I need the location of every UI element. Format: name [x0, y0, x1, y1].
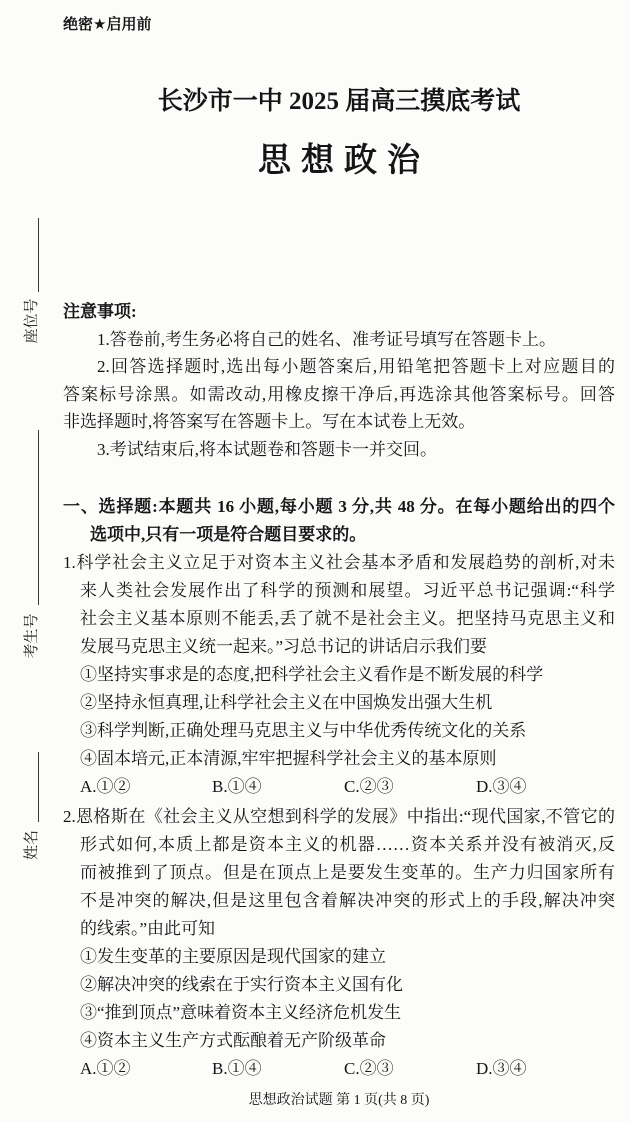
statement: ②坚持永恒真理,让科学社会主义在中国焕发出强大生机 [80, 693, 493, 712]
exam-title: 长沙市一中 2025 届高三摸底考试 [157, 88, 521, 115]
question-2 [63, 803, 615, 1083]
choice-a: A.①② [80, 1059, 131, 1078]
seat-number-blank-line [38, 218, 39, 292]
question-stem-line: 形式如何,本质上都是资本主义的机器……资本关系并没有被消灭,反 [80, 835, 615, 854]
section-heading-line: 选项中,只有一项是符合题目要求的。 [90, 525, 367, 544]
section-heading-line: 一、选择题:本题共 16 小题,每小题 3 分,共 48 分。在每小题给出的四个 [63, 497, 615, 516]
candidate-number-blank-line [38, 430, 39, 605]
statement: ④固本培元,正本清源,牢牢把握科学社会主义的基本原则 [80, 749, 497, 768]
question-stem-line: 的线索。”由此可知 [80, 919, 216, 938]
question-stem-line: 不是冲突的解决,但是这里包含着解决冲突的形式上的手段,解决冲突 [80, 891, 615, 910]
statement: ④资本主义生产方式酝酿着无产阶级革命 [80, 1031, 386, 1050]
subject-title: 思想政治 [258, 141, 430, 178]
notes-section [63, 298, 615, 464]
question-stem-line: 2.恩格斯在《社会主义从空想到科学的发展》中指出:“现代国家,不管它的 [63, 807, 615, 826]
section-heading [63, 493, 615, 549]
choice-b: B.①④ [212, 1059, 262, 1078]
statement: ①坚持实事求是的态度,把科学社会主义看作是不断发展的科学 [80, 665, 544, 684]
statement: ③“推到顶点”意味着资本主义经济危机发生 [80, 1003, 402, 1022]
notes-line: 1.答卷前,考生务必将自己的姓名、准考证号填写在答题卡上。 [97, 329, 556, 349]
candidate-number-label: 考生号 [24, 613, 40, 659]
answer-choices [80, 1055, 615, 1083]
confidential-mark: 绝密★启用前 [63, 16, 152, 33]
notes-heading: 注意事项: [63, 302, 137, 321]
question-1 [63, 549, 615, 801]
choice-c: C.②③ [344, 1059, 394, 1078]
question-stem-line: 来人类社会发展作出了科学的预测和展望。习近平总书记强调:“科学 [80, 581, 615, 600]
notes-line: 非选择题时,将答案写在答题卡上。写在本试卷上无效。 [63, 412, 476, 432]
choice-d: D.③④ [476, 777, 527, 796]
name-blank-line [38, 752, 39, 822]
statement: ①发生变革的主要原因是现代国家的建立 [80, 947, 386, 966]
choice-a: A.①② [80, 777, 131, 796]
answer-choices [80, 773, 615, 801]
notes-line: 3.考试结束后,将本试题卷和答题卡一并交回。 [97, 439, 437, 459]
question-stem-line: 而被推到了顶点。但是在顶点上是要发生变革的。生产力归国家所有 [80, 863, 615, 882]
choice-d: D.③④ [476, 1059, 527, 1078]
notes-line: 答案标号涂黑。如需改动,用橡皮擦干净后,再选涂其他答案标号。回答 [63, 384, 615, 404]
choice-b: B.①④ [212, 777, 262, 796]
choice-c: C.②③ [344, 777, 394, 796]
question-stem-line: 1.科学社会主义立足于对资本主义社会基本矛盾和发展趋势的剖析,对未 [63, 553, 615, 572]
statement: ②解决冲突的线索在于实行资本主义国有化 [80, 975, 403, 994]
question-stem-line: 社会主义基本原则不能丢,丢了就不是社会主义。把坚持马克思主义和 [80, 609, 615, 628]
statement: ③科学判断,正确处理马克思主义与中华优秀传统文化的关系 [80, 721, 527, 740]
name-label: 姓名 [24, 830, 40, 861]
seat-number-label: 座位号 [24, 298, 40, 344]
question-stem-line: 发展马克思主义统一起来。”习总书记的讲话启示我们要 [80, 637, 488, 656]
notes-line: 2.回答选择题时,选出每小题答案后,用铅笔把答题卡上对应题目的 [97, 357, 615, 377]
page-footer: 思想政治试题 第 1 页(共 8 页) [248, 1093, 430, 1108]
